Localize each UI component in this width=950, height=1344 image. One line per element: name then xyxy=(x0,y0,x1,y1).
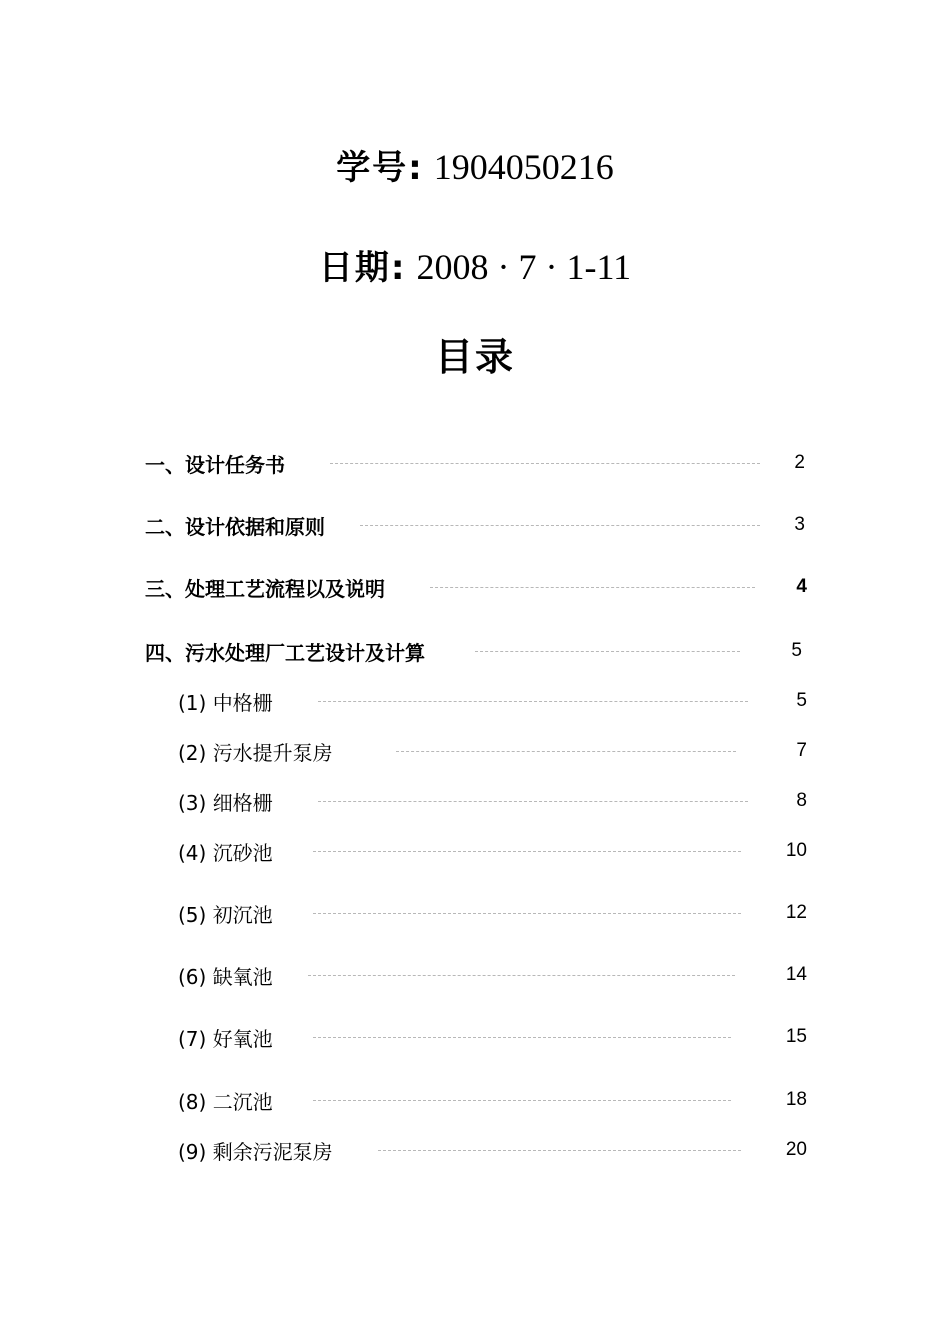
date-line xyxy=(0,240,950,289)
toc-entry-page: 18 xyxy=(785,1089,807,1110)
toc-entry-label: 二、设计依据和原则 xyxy=(145,514,325,539)
toc-entry[interactable] xyxy=(145,572,815,602)
toc-entry[interactable] xyxy=(145,448,815,478)
toc-leader-dots xyxy=(313,913,741,914)
toc-entry-label: (1) 中格栅 xyxy=(178,690,273,715)
toc-entry-page: 14 xyxy=(785,964,807,985)
toc-subentry[interactable] xyxy=(178,786,815,816)
toc-subentry[interactable] xyxy=(178,686,815,716)
toc-entry[interactable] xyxy=(145,636,815,666)
toc-leader-dots xyxy=(378,1150,741,1151)
toc-leader-dots xyxy=(313,851,741,852)
toc-subentry[interactable] xyxy=(178,1085,815,1115)
toc-entry-page: 8 xyxy=(796,790,807,811)
toc-leader-dots xyxy=(360,525,760,526)
toc-title: 目录 xyxy=(434,335,515,379)
toc-entry-label: (9) 剩余污泥泵房 xyxy=(178,1139,333,1164)
toc-subentry[interactable] xyxy=(178,898,815,928)
toc-leader-dots xyxy=(430,587,755,588)
toc-entry-label: 三、处理工艺流程以及说明 xyxy=(145,576,385,601)
toc-entry-page: 2 xyxy=(794,452,805,473)
toc-entry-label: (2) 污水提升泵房 xyxy=(178,740,333,765)
toc-leader-dots xyxy=(313,1037,731,1038)
date-value: 2008 · 7 · 1-11 xyxy=(416,247,632,287)
toc-entry-page: 4 xyxy=(796,576,807,597)
toc-leader-dots xyxy=(330,463,760,464)
toc-entry-label: 一、设计任务书 xyxy=(145,452,285,477)
toc-entry-label: (3) 细格栅 xyxy=(178,790,273,815)
toc-entry-page: 15 xyxy=(785,1026,807,1047)
toc-subentry[interactable] xyxy=(178,960,815,990)
toc-entry-page: 10 xyxy=(785,840,807,861)
toc-entry-label: (4) 沉砂池 xyxy=(178,840,273,865)
student-id-line xyxy=(0,140,950,189)
student-id-value: 1904050216 xyxy=(433,147,614,187)
toc-leader-dots xyxy=(318,701,748,702)
toc-entry[interactable] xyxy=(145,510,815,540)
toc-subentry[interactable] xyxy=(178,836,815,866)
toc-entry-page: 20 xyxy=(785,1139,807,1160)
toc-entry-label: (5) 初沉池 xyxy=(178,902,273,927)
toc-entry-page: 12 xyxy=(785,902,807,923)
toc-entry-page: 7 xyxy=(796,740,807,761)
toc-leader-dots xyxy=(396,751,736,752)
toc-entry-page: 5 xyxy=(796,690,807,711)
toc-entry-label: (6) 缺氧池 xyxy=(178,964,273,989)
toc-leader-dots xyxy=(308,975,735,976)
toc-entry-page: 5 xyxy=(791,640,802,661)
toc-subentry[interactable] xyxy=(178,736,815,766)
toc-subentry[interactable] xyxy=(178,1135,815,1165)
toc-entry-label: (7) 好氧池 xyxy=(178,1026,273,1051)
toc-subentry[interactable] xyxy=(178,1022,815,1052)
toc-leader-dots xyxy=(318,801,748,802)
toc-entry-label: 四、污水处理厂工艺设计及计算 xyxy=(145,640,425,665)
toc-entry-page: 3 xyxy=(794,514,805,535)
toc-entry-label: (8) 二沉池 xyxy=(178,1089,273,1114)
toc-leader-dots xyxy=(313,1100,731,1101)
toc-leader-dots xyxy=(475,651,740,652)
student-id-label: 学号: xyxy=(336,148,424,188)
date-label: 日期: xyxy=(318,248,407,288)
